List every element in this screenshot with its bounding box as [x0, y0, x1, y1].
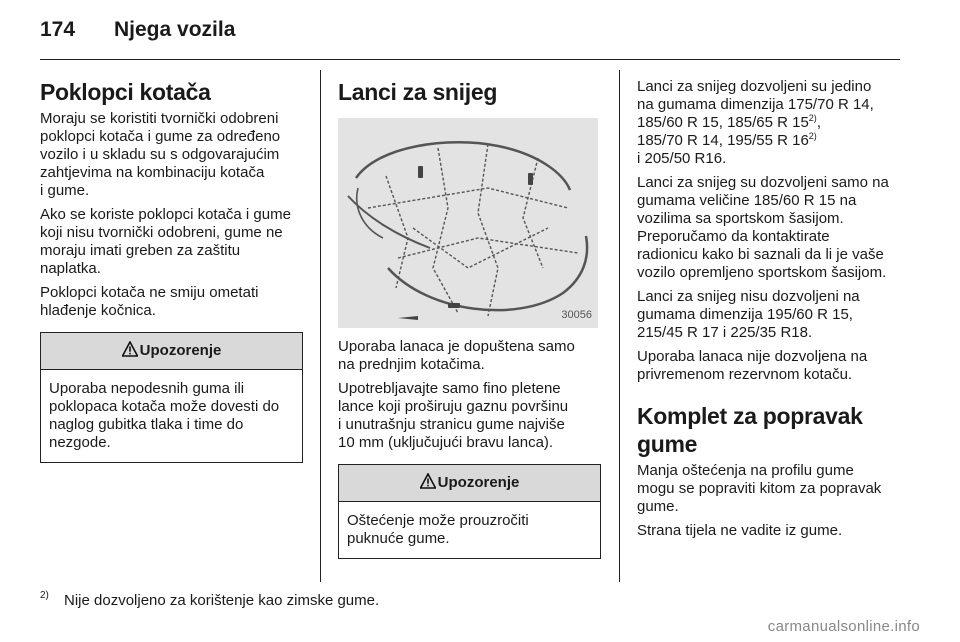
footnote-text: Nije dozvoljeno za korištenje kao zimske gume.	[64, 592, 380, 609]
warning-header	[41, 333, 302, 370]
column-tyre-sizes	[637, 78, 920, 546]
footnote-ref: 2)	[808, 131, 817, 141]
snow-chains-illustration	[338, 118, 598, 328]
header-rule	[40, 59, 900, 60]
paragraph: Ako se koriste poklopci kotača i gume koji nisu tvornički odobreni, gume ne moraju imati greben za zaštitu naplatka.	[40, 206, 291, 277]
warning-header	[339, 465, 600, 502]
warning-title: Upozorenje	[437, 474, 520, 491]
footnote-ref: 2)	[808, 113, 817, 123]
text: i 205/50 R16.	[637, 150, 727, 167]
column-wheel-covers	[40, 78, 303, 463]
footnote-marker: 2)	[40, 590, 49, 601]
warning-triangle-icon	[122, 341, 138, 357]
warning-text: Uporaba nepodesnih guma ili poklopaca kotača može dovesti do naglog gubitka tlaka i time do nezgode.	[49, 380, 280, 451]
warning-box	[338, 464, 601, 559]
warning-box	[40, 332, 303, 463]
column-snow-chains	[338, 78, 601, 559]
page-number: 174	[40, 18, 76, 41]
heading-repair-kit: Komplet za popravak gume	[637, 403, 863, 457]
warning-title: Upozorenje	[139, 342, 222, 359]
snow-chain-drawing	[338, 118, 598, 328]
warning-text: Oštećenje može prouzročiti puknuće gume.	[347, 512, 529, 547]
column-divider	[320, 70, 321, 582]
paragraph: Upotrebljavajte samo fino pletene lance koji proširuju gaznu površinu i unutrašnju stranicu gume najviše 10 mm (uključujući bravu lanca).	[338, 380, 569, 451]
paragraph: Uporaba lanaca nije dozvoljena na privremenom rezervnom kotaču.	[637, 348, 868, 383]
column-divider	[619, 70, 620, 582]
paragraph: Lanci za snijeg su dozvoljeni samo na gumama veličine 185/60 R 15 na vozilima sa sportskom šasijom. Preporučamo da kontaktirate radionicu kako bi saznali da li je vaše vozilo opremljeno sportskom šasijom.	[637, 174, 889, 281]
heading-wheel-covers: Poklopci kotača	[40, 79, 211, 105]
paragraph-allowed-sizes	[637, 78, 920, 168]
paragraph: Lanci za snijeg nisu dozvoljeni na gumama dimenzija 195/60 R 15, 215/45 R 17 i 225/35 R18.	[637, 288, 860, 341]
paragraph: Strana tijela ne vadite iz gume.	[637, 522, 843, 539]
section-title: Njega vozila	[114, 18, 236, 41]
paragraph: Manja oštećenja na profilu gume mogu se popraviti kitom za popravak gume.	[637, 462, 882, 515]
heading-snow-chains: Lanci za snijeg	[338, 79, 498, 105]
figure-id: 30056	[561, 309, 592, 321]
watermark: carmanualsonline.info	[767, 618, 920, 635]
text: Lanci za snijeg dozvoljeni su jedino na gumama dimenzija 175/70 R 14, 185/60 R 15, 185/65 R 15	[637, 78, 874, 131]
text: , 185/70 R 14, 195/55 R 16	[637, 114, 821, 149]
paragraph: Moraju se koristiti tvornički odobreni poklopci kotača i gume za određeno vozilo i u skladu su s odgovarajućim zahtjevima na kombinaciju kotača i gume.	[40, 110, 281, 199]
paragraph: Uporaba lanaca je dopuštena samo na prednjim kotačima.	[338, 338, 575, 373]
paragraph: Poklopci kotača ne smiju ometati hlađenje kočnica.	[40, 284, 259, 319]
warning-triangle-icon	[420, 473, 436, 489]
